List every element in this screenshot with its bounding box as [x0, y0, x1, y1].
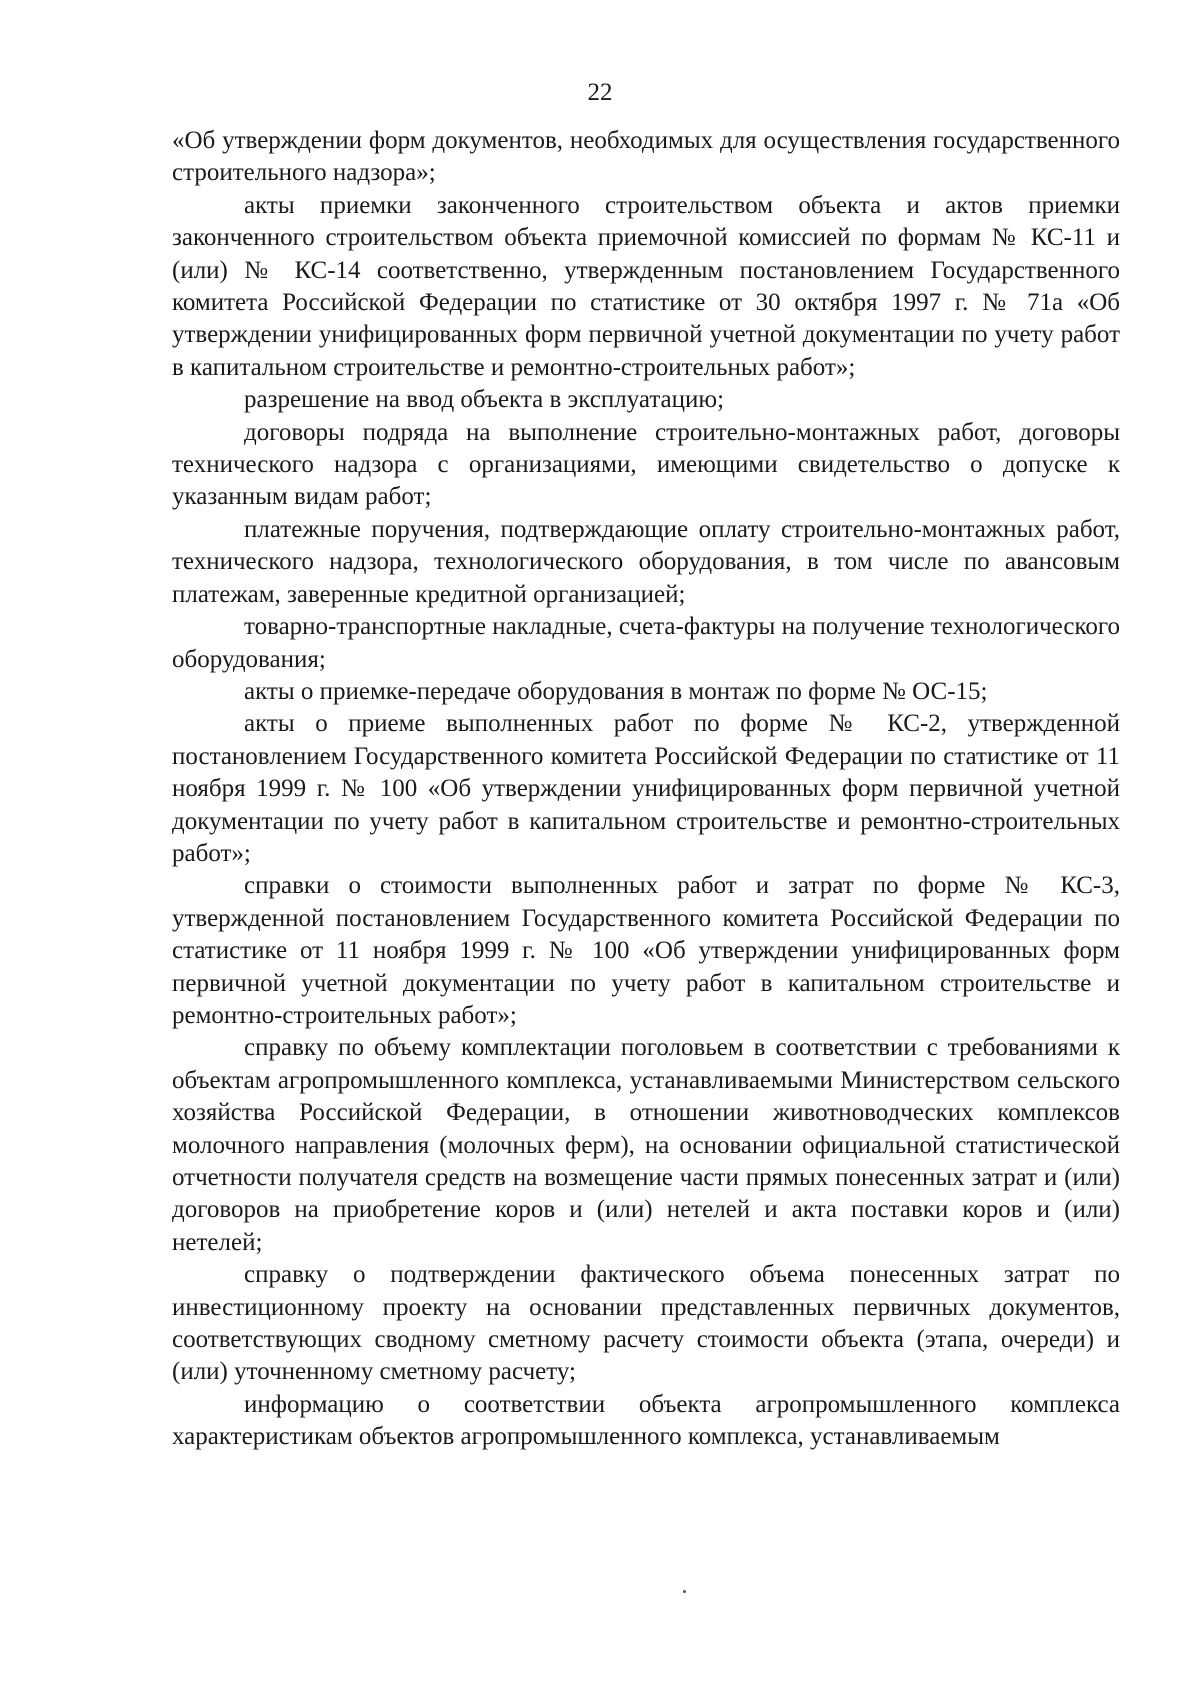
paragraph-compliance-info: информацию о соответствии объекта агропромышленного комплекса характеристикам объектов агропромышленного комплекса, устанавливаемым — [172, 1390, 1120, 1451]
scan-speck — [683, 1590, 686, 1593]
paragraph-payment-orders: платежные поручения, подтверждающие оплату строительно-монтажных работ, технического надзора, технологического оборудования, в том числе по авансовым платежам, заверенные кредитной организацией; — [172, 515, 1120, 608]
paragraph-waybills: товарно-транспортные накладные, счета-фактуры на получение технологического оборудования; — [172, 613, 1120, 673]
page-number: 22 — [587, 79, 613, 106]
paragraph-contracts: договоры подряда на выполнение строительно-монтажных работ, договоры технического надзора с организациями, имеющими свидетельство о допуске к указанным видам работ; — [172, 418, 1120, 511]
paragraph-ks2-acts: акты о приеме выполненных работ по форме № КС-2, утвержденной постановлением Государственного комитета Российской Федерации по статистике от 11 ноября 1999 г. № 100 «Об утверждении унифицированных форм первичной учетной документации по учету работ в капитальном строительстве и ремонтно-строительных работ»; — [172, 710, 1120, 867]
paragraph-equipment-transfer: акты о приемке-передаче оборудования в монтаж по форме № ОС-15; — [244, 677, 988, 705]
document-body — [172, 125, 1120, 1454]
paragraph-continuation: «Об утверждении форм документов, необходимых для осуществления государственного строительного надзора»; — [172, 127, 1120, 187]
paragraph-ks3-certificates: справки о стоимости выполненных работ и затрат по форме № КС-3, утвержденной постановлением Государственного комитета Российской Федерации по статистике от 11 ноября 1999 г. № 100 «Об утверждении унифицированных форм первичной учетной документации по учету работ в капитальном строительстве и ремонтно-строительных работ»; — [172, 872, 1120, 1029]
paragraph-cost-confirmation: справку о подтверждении фактического объема понесенных затрат по инвестиционному проекту на основании представленных первичных документов, соответствующих сводному сметному расчету стоимости объекта (этапа, очереди) и (или) уточненному сметному расчету; — [172, 1261, 1120, 1386]
paragraph-acceptance-acts: акты приемки законченного строительством объекта и актов приемки законченного строительством объекта приемочной комиссией по формам № КС-11 и (или) № КС-14 соответственно, утвержденным постановлением Государственного комитета Российской Федерации по статистике от 30 октября 1997 г. № 71а «Об утверждении унифицированных форм первичной учетной документации по учету работ в капитальном строительстве и ремонтно-строительных работ»; — [172, 191, 1120, 381]
paragraph-livestock-certificate: справку по объему комплектации поголовьем в соответствии с требованиями к объектам агропромышленного комплекса, устанавливаемыми Министерством сельского хозяйства Российской Федерации, в отношении животноводческих комплексов молочного направления (молочных ферм), на основании официальной статистической отчетности получателя средств на возмещение части прямых понесенных затрат и (или) договоров на приобретение коров и (или) нетелей и акта поставки коров и (или) нетелей; — [172, 1034, 1120, 1256]
paragraph-commissioning-permit: разрешение на ввод объекта в эксплуатацию; — [244, 386, 725, 414]
